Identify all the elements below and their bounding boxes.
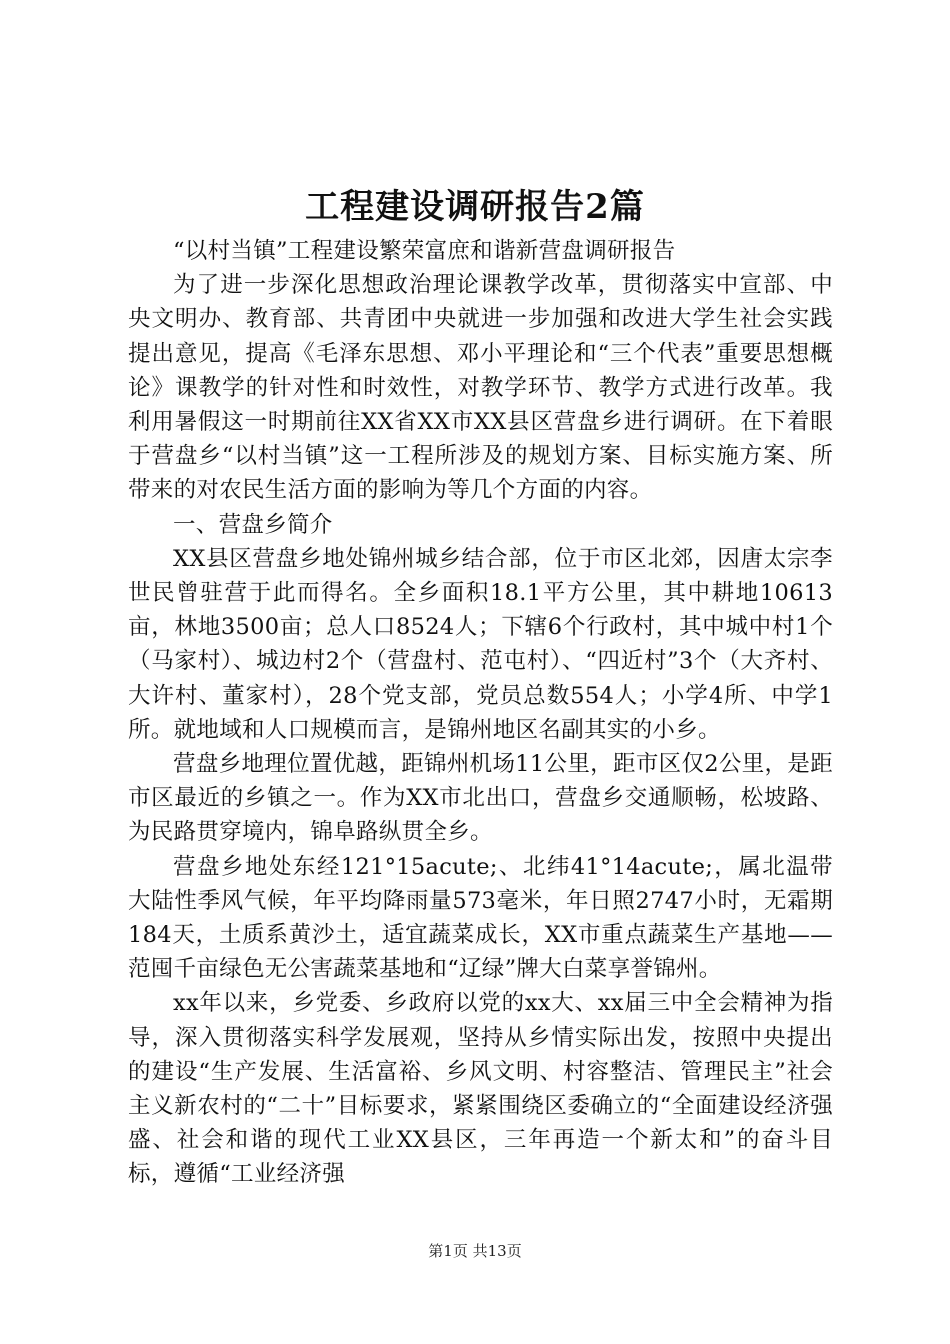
paragraph-location: 营盘乡地理位置优越，距锦州机场11公里，距市区仅2公里，是距市区最近的乡镇之一。作为XX市北出口，营盘乡交通顺畅，松坡路、为民路贯穿境内，锦阜路纵贯全乡。 (128, 751, 833, 846)
paragraph-development: xx年以来，乡党委、乡政府以党的xx大、xx届三中全会精神为指导，深入贯彻落实科学发展观，坚持从乡情实际出发，按照中央提出的建设“生产发展、生活富裕、乡风文明、村容整洁、管理民主”社会主义新农村的“二十”目标要求，紧紧围绕区委确立的“全面建设经济强盛、社会和谐的现代工业XX县区，三年再造一个新太和”的奋斗目标，遵循“工业经济强 (128, 990, 833, 1188)
paragraph-overview: XX县区营盘乡地处锦州城乡结合部，位于市区北郊，因唐太宗李世民曾驻营于此而得名。全乡面积18.1平方公里，其中耕地10613亩，林地3500亩；总人口8524人；下辖6个行政村，其中城中村1个（马家村）、城边村2个（营盘村、范屯村）、“四近村”3个（大齐村、大许村、董家村），28个党支部，党员总数554人；小学4所、中学1所。就地域和人口规模而言，是锦州地区名副其实的小乡。 (128, 545, 833, 743)
report-subtitle: “以村当镇”工程建设繁荣富庶和谐新营盘调研报告 (173, 238, 676, 264)
page-footer: 第1页 共13页 (428, 1242, 522, 1260)
document-title: 工程建设调研报告2篇 (305, 187, 645, 227)
document-body (128, 234, 833, 1192)
paragraph-climate: 营盘乡地处东经121°15acute;、北纬41°14acute;，属北温带大陆性季风气候，年平均降雨量573毫米，年日照2747小时，无霜期184天，土质系黄沙土，适宜蔬菜成长，XX市重点蔬菜生产基地——范囤千亩绿色无公害蔬菜基地和“辽绿”牌大白菜享誉锦州。 (128, 853, 833, 983)
paragraph-intro: 为了进一步深化思想政治理论课教学改革，贯彻落实中宣部、中央文明办、教育部、共青团中央就进一步加强和改进大学生社会实践提出意见，提高《毛泽东思想、邓小平理论和“三个代表”重要思想概论》课教学的针对性和时效性，对教学环节、教学方式进行改革。我利用暑假这一时期前往XX省XX市XX县区营盘乡进行调研。在下着眼于营盘乡“以村当镇”这一工程所涉及的规划方案、目标实施方案、所带来的对农民生活方面的影响为等几个方面的内容。 (128, 272, 833, 504)
section-heading: 一、营盘乡简介 (173, 511, 333, 538)
